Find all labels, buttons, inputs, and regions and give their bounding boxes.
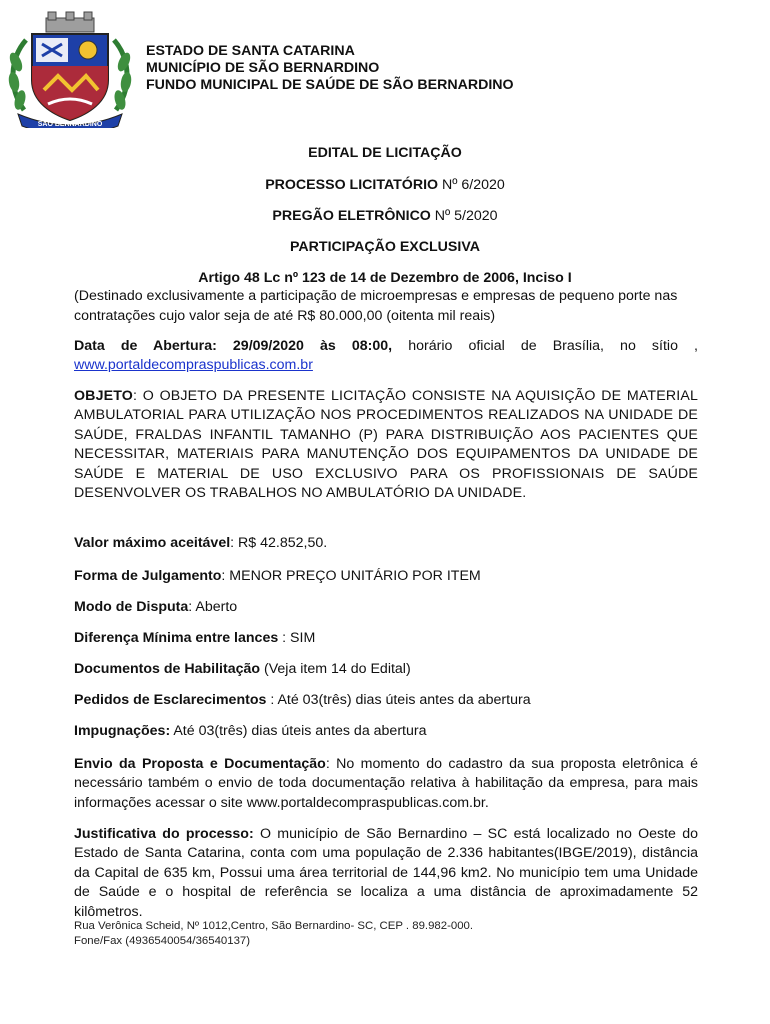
item-label: Diferença Mínima entre lances: [74, 630, 279, 646]
pregao-line: [0, 208, 770, 224]
objeto-text: : O OBJETO DA PRESENTE LICITAÇÃO CONSISTE NA AQUISIÇÃO DE MATERIAL AMBULATORIAL PARA UTILIZAÇÃO NOS PROCEDIMENTOS REALIZADOS NA UNIDADE DE SAÚDE, FRALDAS INFANTIL TAMANHO (P) PARA DISTRIBUIÇÃO AOS PACIENTES QUE NECESSITAR, MATERIAIS PARA MANUTENÇÃO DOS EQUIPAMENTOS DA UNIDADE DE SAÚDE E MATERIAL DE USO EXCLUSIVO PARA OS PROFISSIONAIS DE SAÚDE DESENVOLVER OS TRABALHOS NO AMBULATÓRIO DA UNIDADE.: [74, 388, 698, 502]
envio-text: : No momento do cadastro da sua proposta eletrônica é necessário também o envio de toda documentação relativa à habilitação da empresa, para mais informações acessar o site www.portaldecompraspublicas.com.br.: [74, 756, 698, 811]
header-fund: FUNDO MUNICIPAL DE SAÚDE DE SÃO BERNARDINO: [146, 77, 514, 93]
item-label: Valor máximo aceitável: [74, 535, 231, 551]
item-valor: [74, 534, 698, 553]
item-diferenca: [74, 629, 698, 648]
header-state: ESTADO DE SANTA CATARINA: [146, 43, 355, 59]
justificativa-label: Justificativa do processo:: [74, 826, 254, 842]
footer-address: Rua Verônica Scheid, Nº 1012,Centro, São Bernardino- SC, CEP . 89.982-000.: [74, 920, 474, 932]
item-value: : Aberto: [188, 599, 238, 615]
item-label: Modo de Disputa: [74, 599, 189, 615]
objeto-label: OBJETO: [74, 388, 133, 404]
coat-of-arms-icon: [2, 10, 138, 128]
header-municipality: MUNICÍPIO DE SÃO BERNARDINO: [146, 60, 380, 76]
item-documentos: [74, 660, 698, 679]
item-value: : SIM: [278, 630, 316, 646]
edital-title: EDITAL DE LICITAÇÃO: [308, 145, 462, 161]
item-value: (Veja item 14 do Edital): [260, 661, 411, 677]
item-label: Documentos de Habilitação: [74, 661, 261, 677]
item-julgamento: [74, 567, 698, 586]
justificativa-paragraph: [74, 825, 698, 922]
portal-link[interactable]: www.portaldecompraspublicas.com.br: [74, 357, 313, 374]
envio-label: Envio da Proposta e Documentação: [74, 756, 326, 772]
processo-label: PROCESSO LICITATÓRIO: [265, 177, 439, 193]
abertura-paragraph: [74, 337, 698, 376]
abertura-text: horário oficial de Brasília, no sítio ,: [392, 338, 698, 354]
processo-value: Nº 6/2020: [438, 177, 505, 193]
abertura-label: Data de Abertura: 29/09/2020 às 08:00,: [74, 338, 393, 354]
item-impugnacoes: [74, 722, 698, 741]
crest-ribbon-text: SÃO BERNARDINO: [37, 121, 103, 128]
participacao-title: PARTICIPAÇÃO EXCLUSIVA: [290, 239, 480, 255]
envio-paragraph: [74, 755, 698, 813]
pregao-value: Nº 5/2020: [430, 208, 498, 224]
item-label: Forma de Julgamento: [74, 568, 222, 584]
pregao-label: PREGÃO ELETRÔNICO: [272, 208, 431, 224]
item-disputa: [74, 598, 698, 617]
item-esclarecimentos: [74, 691, 698, 710]
footer-phone: Fone/Fax (4936540054/36540137): [74, 935, 251, 947]
processo-line: [0, 177, 770, 193]
footer-address-block: [74, 919, 473, 949]
objeto-paragraph: [74, 387, 698, 503]
item-value: : Até 03(três) dias úteis antes da abertura: [266, 692, 531, 708]
justificativa-text: O município de São Bernardino – SC está localizado no Oeste do Estado de Santa Catarina, conta com uma população de 2.336 habitantes(IBGE/2019), distância da Capital de 635 km, Possui uma área territorial de 144,96 km2. No município tem uma Unidade de Saúde e o hospital de referência se localiza a uma distância de aproximadamente 52 kilômetros.: [74, 826, 698, 920]
item-label: Pedidos de Esclarecimentos: [74, 692, 267, 708]
item-value: : MENOR PREÇO UNITÁRIO POR ITEM: [221, 568, 481, 584]
item-value: Até 03(três) dias úteis antes da abertura: [170, 723, 427, 739]
item-value: : R$ 42.852,50.: [230, 535, 328, 551]
item-label: Impugnações:: [74, 723, 171, 739]
institution-header: [146, 43, 514, 94]
artigo-line: Artigo 48 Lc nº 123 de 14 de Dezembro de 2006, Inciso I: [198, 270, 572, 286]
destinado-paragraph: (Destinado exclusivamente a participação de microempresas e empresas de pequeno porte nas contratações cujo valor seja de até R$ 80.000,00 (oitenta mil reais): [74, 288, 678, 324]
